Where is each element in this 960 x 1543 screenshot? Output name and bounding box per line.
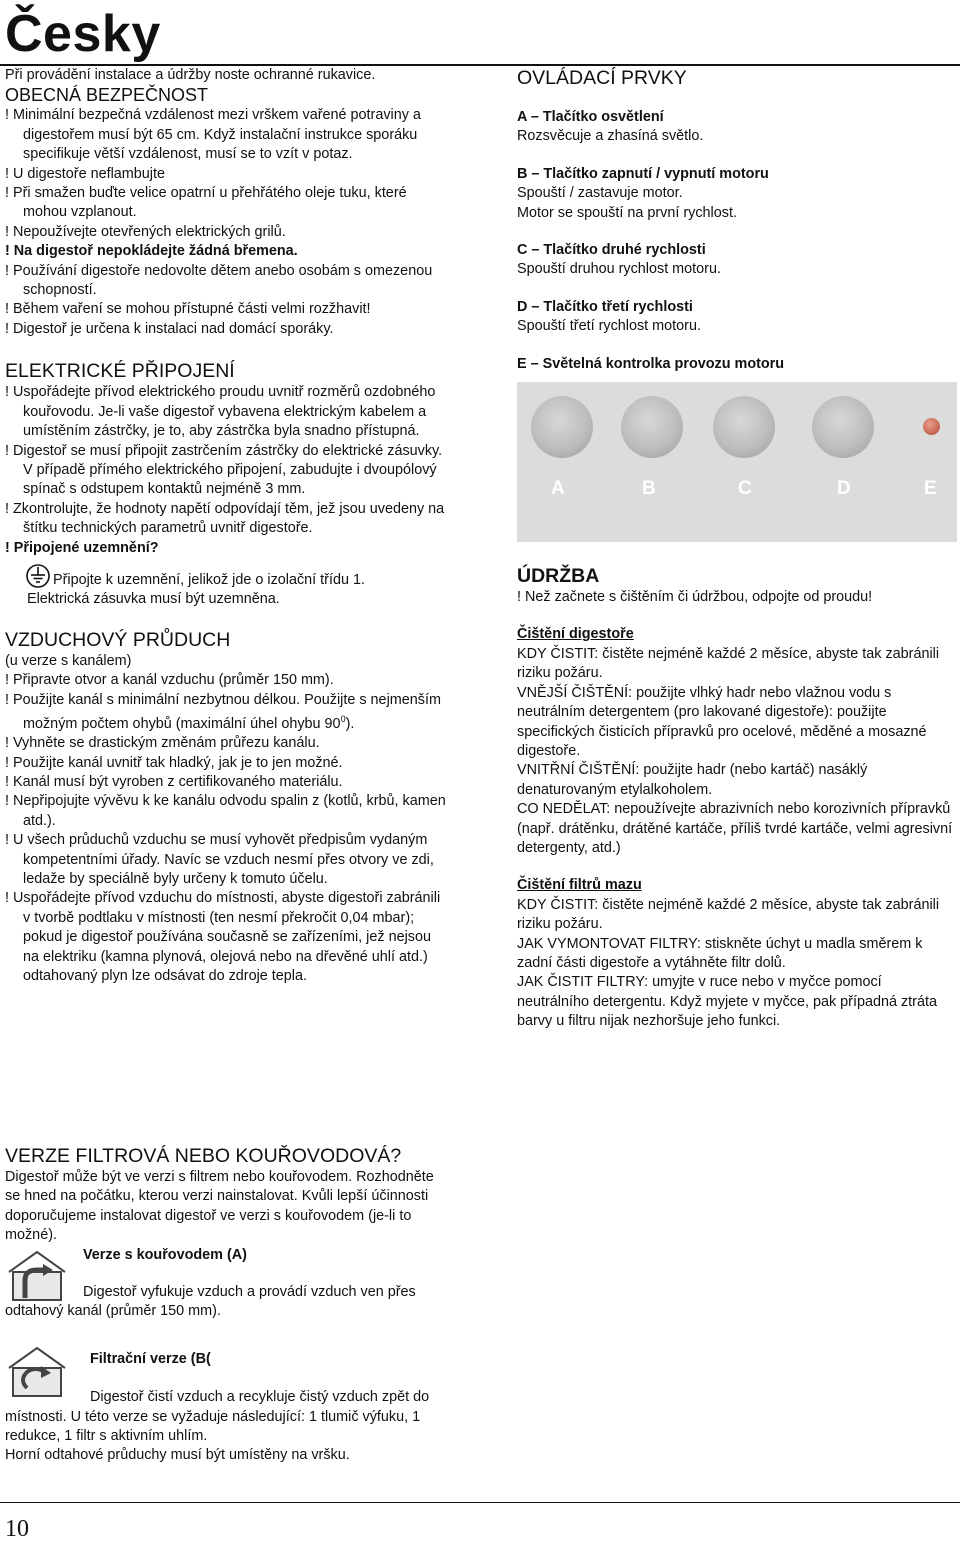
page-number: 10 <box>5 1516 29 1542</box>
earthing-line <box>5 564 450 590</box>
maintenance-heading: ÚDRŽBA <box>517 565 600 588</box>
grease-filter-paragraph: KDY ČISTIT: čistěte nejméně každé 2 měsíce, abyste tak zabránili riziku požáru. <box>517 896 940 933</box>
footer-rule <box>0 1502 960 1503</box>
safety-item: ! Digestoř je určena k instalaci nad domácí sporáky. <box>5 320 334 337</box>
control-title-a: A – Tlačítko osvětlení <box>517 109 664 125</box>
duct-item: ! Vyhněte se drastickým změnám průřezu kanálu. <box>5 735 320 752</box>
duct-item: ! Kanál musí být vyroben z certifikovaného materiálu. <box>5 773 343 790</box>
earthing-text-2: Elektrická zásuvka musí být uzemněna. <box>27 591 280 608</box>
duct-item: ! U všech průduchů vzduchu se musí vyhovět předpisům vydaným kompetentními úřady. Navíc se vzduch nesmí přes otvory ve zdi, ledaže by speciálně byly určeny k tomuto účelu. <box>5 832 434 888</box>
gloves-notice: Při provádění instalace a údržby noste ochranné rukavice. <box>5 67 376 83</box>
control-desc: Spouští druhou rychlost motoru. <box>517 261 721 278</box>
safety-item: ! Během vaření se mohou přístupné části velmi rozžhavit! <box>5 301 371 318</box>
duct-item: ! Nepřipojujte vývěvu k ke kanálu odvodu spalin z (kotlů, krbů, kamen atd.). <box>5 793 446 829</box>
hood-cleaning-paragraph: VNĚJŠÍ ČIŠTĚNÍ: použijte vlhký hadr nebo vlažnou vodu s neutrálním detergentem (pro lakované digestoře): použijte specifických čisticích přípravků pro ocelové, měděné a mosazné digestoře. <box>517 684 927 759</box>
control-desc: Motor se spouští na první rychlost. <box>517 204 737 221</box>
recirculation-version-icon <box>5 1344 69 1400</box>
grease-filter-paragraph: JAK ČISTIT FILTRY: umyjte v ruce nebo v myčce pomocí neutrálního detergentu. Když myjete v myčce, pak případná ztráta barvy u filtru nijak nezhoršuje jeho funkci. <box>517 974 937 1030</box>
filter-version-note: Horní odtahové průduchy musí být umístěny na vršku. <box>5 1447 350 1464</box>
ducted-version-icon <box>5 1248 69 1304</box>
motor-indicator-lamp <box>923 418 940 435</box>
duct-version-text: Digestoř vyfukuje vzduch a provádí vzduch ven přes odtahový kanál (průměr 150 mm). <box>5 1284 416 1320</box>
safety-item: ! Při smažen buďte velice opatrní u přehřátého oleje tuku, které mohou vzplanout. <box>5 185 407 221</box>
duct-item: ! Připravte otvor a kanál vzduchu (průměr 150 mm). <box>5 672 334 689</box>
earthing-text: Připojte k uzemnění, jelikož jde o izolační třídu 1. <box>53 571 365 588</box>
grease-filter-title: Čištění filtrů mazu <box>517 877 642 894</box>
control-title-b: B – Tlačítko zapnutí / vypnutí motoru <box>517 165 769 182</box>
electric-item: ! Uspořádejte přívod elektrického proudu uvnitř rozměrů ozdobného kouřovodu. Je-li vaše digestoř vybavena elektrickým kabelem a umístěním zástrčky, je to, aby zástrčka byla snadno přístupná. <box>5 384 436 440</box>
controls-heading: OVLÁDACÍ PRVKY <box>517 67 687 89</box>
filter-version-title: Filtrační verze (B( <box>90 1350 211 1367</box>
electric-item: ! Zkontrolujte, že hodnoty napětí odpovídají těm, jež jsou uvedeny na štítku technických parametrů uvnitř digestoře. <box>5 500 445 537</box>
electric-item: ! Digestoř se musí připojit zastrčením zástrčky do elektrické zásuvky. V případě přímého elektrického připojení, zabudujte i dvoupólový spínač s odstupem kontaktů nejméně 3 mm. <box>5 442 443 498</box>
duct-item: ! Použijte kanál uvnitř tak hladký, jak je to jen možné. <box>5 754 343 771</box>
hood-cleaning-title: Čištění digestoře <box>517 626 634 643</box>
duct-version-title: Verze s kouřovodem (A) <box>83 1246 247 1263</box>
degree-sup: 0 <box>340 713 346 724</box>
earthing-heading: ! Připojené uzemnění? <box>5 539 159 556</box>
version-intro: Digestoř může být ve verzi s filtrem nebo kouřovodem. Rozhodněte se hned na počátku, kterou verzi nainstalovat. Kvůli lepší účinnosti doporučujeme instalovat digestoř ve verzi s kouřovodem (je-li to možné). <box>5 1169 434 1244</box>
electric-heading: ELEKTRICKÉ PŘIPOJENÍ <box>5 360 235 383</box>
duct-item: ! Uspořádejte přívod vzduchu do místnosti, abyste digestoři zabránili v tvorbě podtlaku v místnosti (ten nesmí překročit 0,04 mbar); pokud je digestoř používána současně se zařízeními, jež nejsou na elektriku (kamna plynová, olejová nebo na dřevěné uhlí atd.) odtahovaný plyn lze odsávat do zdroje tepla. <box>5 890 441 985</box>
filter-version-text: Digestoř čistí vzduch a recykluje čistý vzduch zpět do místnosti. U této verze se vyžaduje následující: 1 tlumič výfuku, 1 redukce, 1 filtr s aktivním uhlím. <box>5 1389 430 1445</box>
duct-heading: VZDUCHOVÝ PRŮDUCH <box>5 628 231 651</box>
degree-tail: ). <box>345 715 355 732</box>
left-column <box>5 66 450 986</box>
safety-item: ! Minimální bezpečná vzdálenost mezi vrškem vařené potraviny a digestořem musí být 65 cm. Když instalační instrukce sporáku specifikuje větší vzdálenost, musí se to vzít v potaz. <box>5 107 421 163</box>
control-desc: Spouští třetí rychlost motoru. <box>517 318 701 335</box>
motor-button <box>621 396 683 458</box>
control-title-c: C – Tlačítko druhé rychlosti <box>517 242 706 259</box>
hood-cleaning-paragraph: CO NEDĚLAT: nepoužívejte abrazivních nebo korozivních přípravků (např. drátěnku, drátěné kartáče, příliš tvrdé kartáče, velmi agresivní detergenty, atd.) <box>517 801 953 856</box>
duct-item-text: ! Použijte kanál s minimální nezbytnou délkou. Použijte s nejmenším možným počtem ohybů (maximální úhel ohybu 90 <box>5 691 441 732</box>
panel-label-d: D <box>837 478 851 500</box>
duct-item <box>5 691 450 735</box>
safety-item: ! U digestoře neflambujte <box>5 165 165 182</box>
safety-item: ! Používání digestoře nedovolte dětem anebo osobám s omezenou schopností. <box>5 262 433 299</box>
page-title: Česky <box>5 5 161 63</box>
ground-icon <box>23 564 53 588</box>
control-desc: Spouští / zastavuje motor. <box>517 185 683 202</box>
third-speed-button <box>812 396 874 458</box>
safety-item: ! Na digestoř nepokládejte žádná břemena. <box>5 243 298 260</box>
hood-cleaning-paragraph: KDY ČISTIT: čistěte nejméně každé 2 měsíce, abyste tak zabránili riziku požáru. <box>517 645 940 682</box>
panel-label-e: E <box>924 478 937 500</box>
panel-label-a: A <box>551 478 565 500</box>
second-speed-button <box>713 396 775 458</box>
light-button <box>531 396 593 458</box>
safety-heading: OBECNÁ BEZPEČNOST <box>5 85 209 106</box>
panel-label-c: C <box>738 478 752 500</box>
right-column <box>517 66 957 1032</box>
panel-label-b: B <box>642 478 656 500</box>
control-panel-image <box>517 382 957 542</box>
version-heading: VERZE FILTROVÁ NEBO KOUŘOVODOVÁ? <box>5 1145 402 1167</box>
safety-item: ! Nepoužívejte otevřených elektrických grilů. <box>5 223 286 240</box>
control-desc: Rozsvěcuje a zhasíná světlo. <box>517 128 704 145</box>
control-title-d: D – Tlačítko třetí rychlosti <box>517 298 693 315</box>
version-section <box>5 1144 450 1466</box>
maintenance-warning: ! Než začnete s čištěním či údržbou, odpojte od proudu! <box>517 589 873 606</box>
hood-cleaning-paragraph: VNITŘNÍ ČIŠTĚNÍ: použijte hadr (nebo kartáč) nasáklý denaturovaným etylalkoholem. <box>517 762 868 798</box>
control-title-e: E – Světelná kontrolka provozu motoru <box>517 355 785 372</box>
duct-subheading: (u verze s kanálem) <box>5 652 132 669</box>
grease-filter-paragraph: JAK VYMONTOVAT FILTRY: stiskněte úchyt u madla směrem k zadní části digestoře a vytáhněte filtr dolů. <box>517 935 923 971</box>
